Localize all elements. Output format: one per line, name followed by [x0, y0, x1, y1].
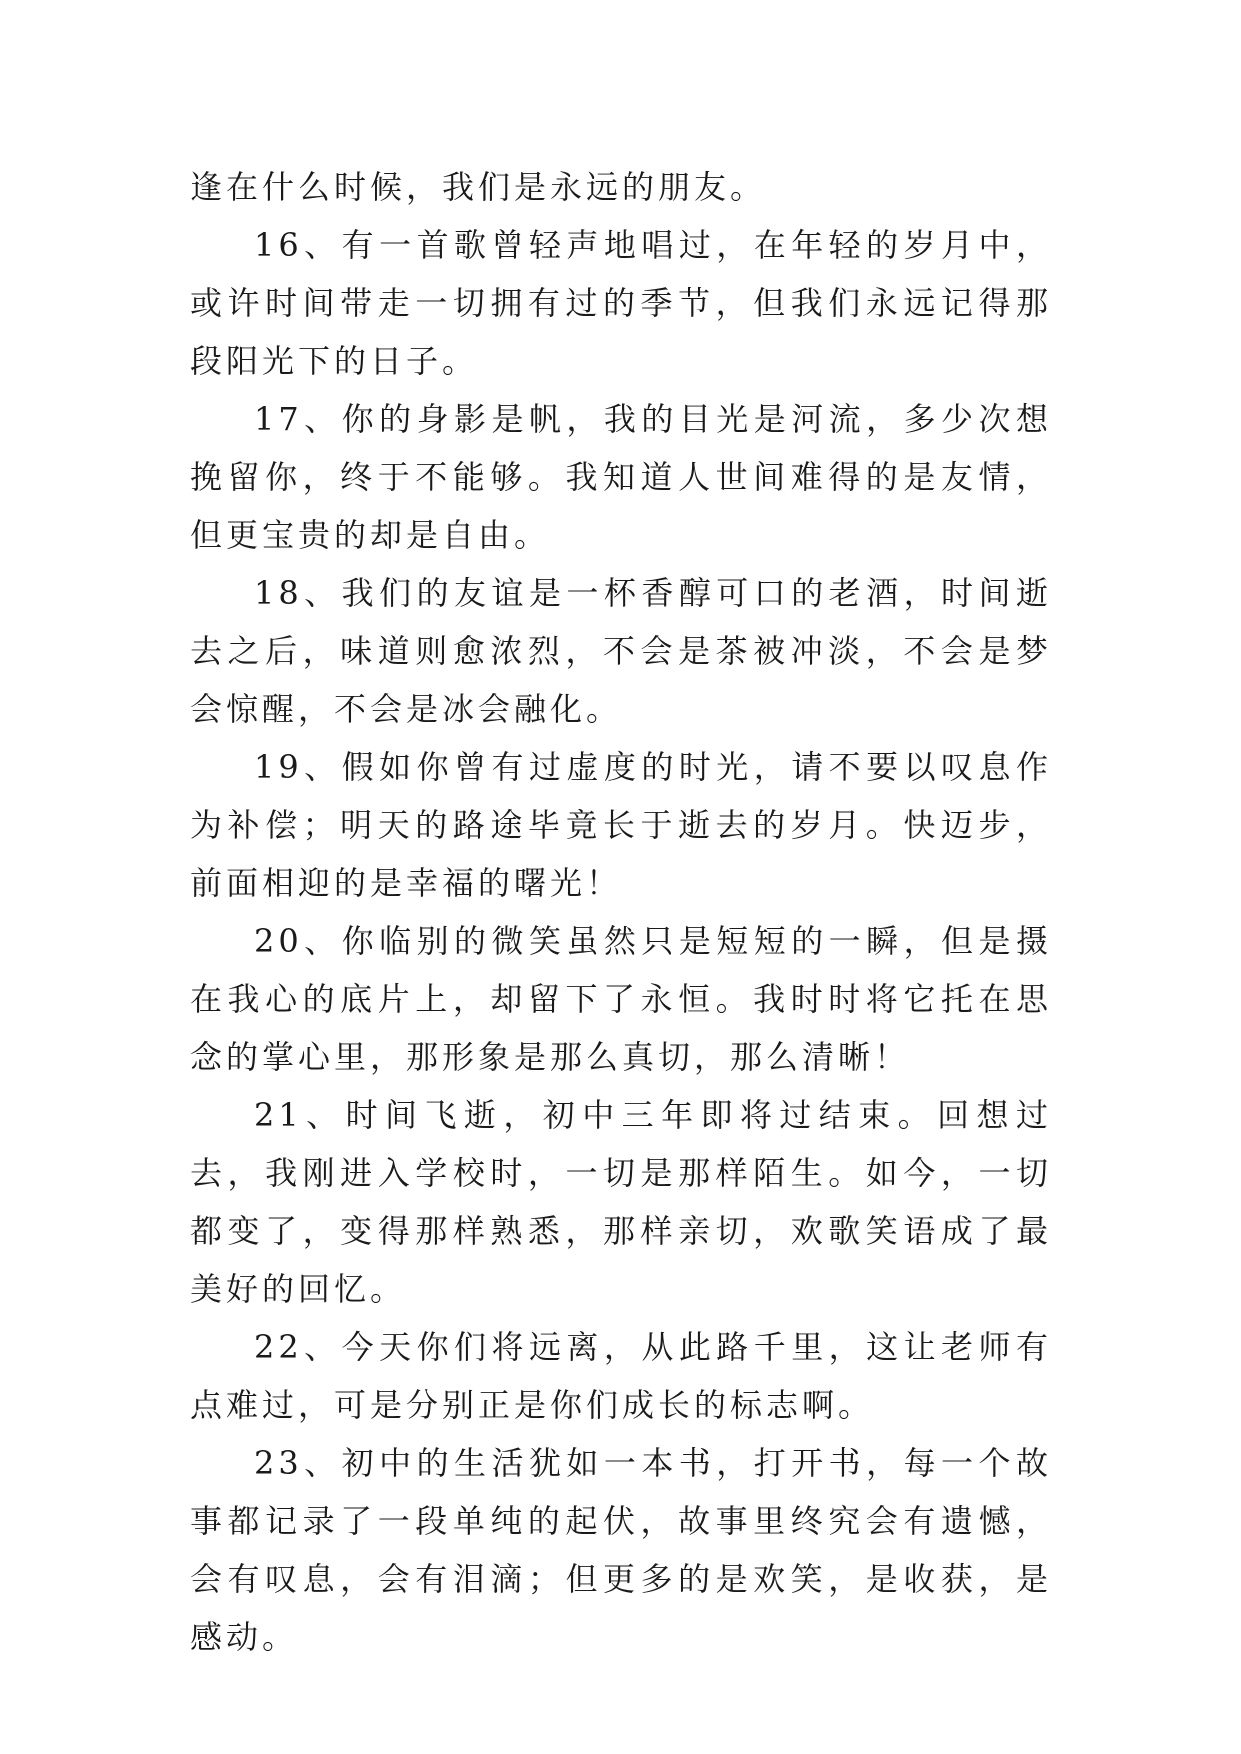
paragraph-23: 23、初中的生活犹如一本书，打开书，每一个故事都记录了一段单纯的起伏，故事里终究会有遗憾，会有叹息，会有泪滴；但更多的是欢笑，是收获，是感动。 [190, 1444, 1052, 1656]
paragraph-19: 19、假如你曾有过虚度的时光，请不要以叹息作为补偿；明天的路途毕竟长于逝去的岁月。快迈步，前面相迎的是幸福的曙光！ [190, 748, 1052, 902]
paragraph-21: 21、时间飞逝，初中三年即将过结束。回想过去，我刚进入学校时，一切是那样陌生。如今，一切都变了，变得那样熟悉，那样亲切，欢歌笑语成了最美好的回忆。 [190, 1096, 1052, 1308]
paragraph-16: 16、有一首歌曾轻声地唱过，在年轻的岁月中，或许时间带走一切拥有过的季节，但我们永远记得那段阳光下的日子。 [190, 226, 1052, 380]
paragraph-18: 18、我们的友谊是一杯香醇可口的老酒，时间逝去之后，味道则愈浓烈，不会是茶被冲淡，不会是梦会惊醒，不会是冰会融化。 [190, 574, 1052, 728]
paragraph-continuation: 逢在什么时候，我们是永远的朋友。 [190, 168, 767, 206]
paragraph-20: 20、你临别的微笑虽然只是短短的一瞬，但是摄在我心的底片上，却留下了永恒。我时时将它托在思念的掌心里，那形象是那么真切，那么清晰！ [190, 922, 1052, 1076]
document-body [190, 158, 1052, 1666]
paragraph-22: 22、今天你们将远离，从此路千里，这让老师有点难过，可是分别正是你们成长的标志啊。 [190, 1328, 1052, 1424]
paragraph-17: 17、你的身影是帆，我的目光是河流，多少次想挽留你，终于不能够。我知道人世间难得的是友情，但更宝贵的却是自由。 [190, 400, 1052, 554]
